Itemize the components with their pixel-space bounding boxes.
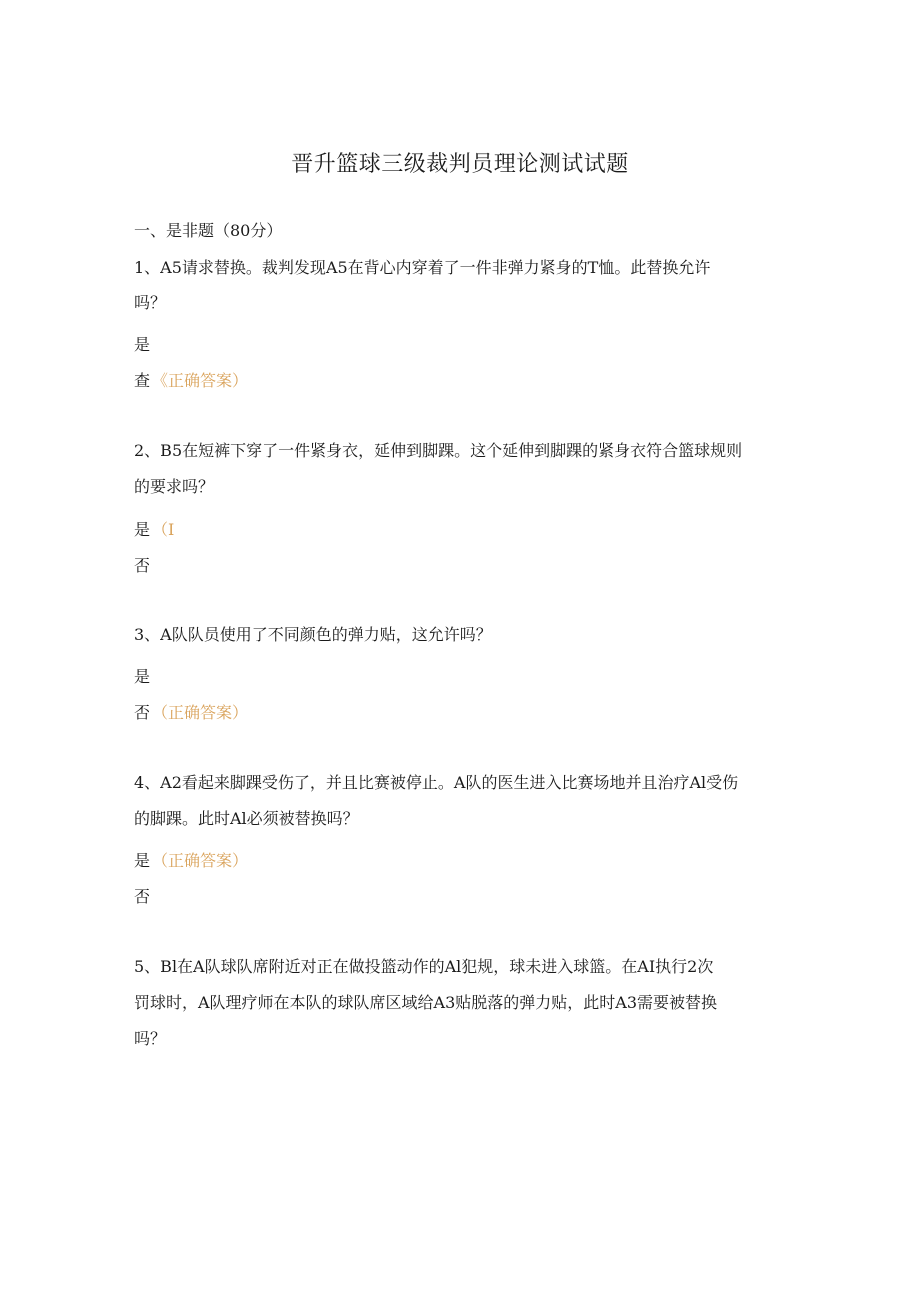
- question-4-option-2: [134, 885, 794, 909]
- question-4-line-2: 的脚踝。此时Al必须被替换吗？: [134, 809, 359, 828]
- answer-marker: （正确答案）: [152, 703, 249, 722]
- question-4-option-1: [134, 849, 794, 873]
- option-label: 否: [134, 556, 151, 575]
- option-label: 是: [134, 520, 151, 539]
- question-1-line-1: 1、A5请求替换。裁判发现A5在背心内穿着了一件非弹力紧身的T恤。此替换允许: [134, 258, 711, 277]
- question-2-line-2: 的要求吗？: [134, 477, 215, 496]
- option-label: 是: [134, 667, 151, 686]
- question-3-line-1: 3、A队队员使用了不同颜色的弹力贴，这允许吗？: [134, 625, 492, 644]
- option-label: 是: [134, 335, 151, 354]
- option-label: 是: [134, 851, 151, 870]
- option-label: 否: [134, 887, 151, 906]
- page-title: 晋升篮球三级裁判员理论测试试题: [291, 152, 629, 177]
- answer-marker: （I: [152, 520, 175, 539]
- question-3-option-1: [134, 665, 794, 689]
- answer-marker: 《正确答案）: [152, 371, 249, 390]
- question-1-option-1: [134, 333, 794, 357]
- question-5-line-1: 5、Bl在A队球队席附近对正在做投篮动作的Al犯规，球未进入球篮。在AI执行2次: [134, 957, 714, 976]
- answer-marker: （正确答案）: [152, 851, 249, 870]
- question-2-option-1: [134, 518, 794, 542]
- question-1-line-2: 吗？: [134, 293, 167, 312]
- question-3-option-2: [134, 701, 794, 725]
- question-1-option-2: [134, 369, 794, 393]
- question-4-line-1: 4、A2看起来脚踝受伤了，并且比赛被停止。A队的医生进入比赛场地并且治疗Al受伤: [134, 773, 739, 792]
- question-5-line-2: 罚球时，A队理疗师在本队的球队席区域给A3贴脱落的弹力贴，此时A3需要被替换: [134, 993, 718, 1012]
- question-2-option-2: [134, 554, 794, 578]
- option-label: 查: [134, 371, 151, 390]
- question-5-line-3: 吗？: [134, 1029, 167, 1048]
- section-heading: 一、是非题（80分）: [134, 221, 283, 240]
- question-2-line-1: 2、B5在短裤下穿了一件紧身衣，延伸到脚踝。这个延伸到脚踝的紧身衣符合篮球规则: [134, 441, 743, 460]
- option-label: 否: [134, 703, 151, 722]
